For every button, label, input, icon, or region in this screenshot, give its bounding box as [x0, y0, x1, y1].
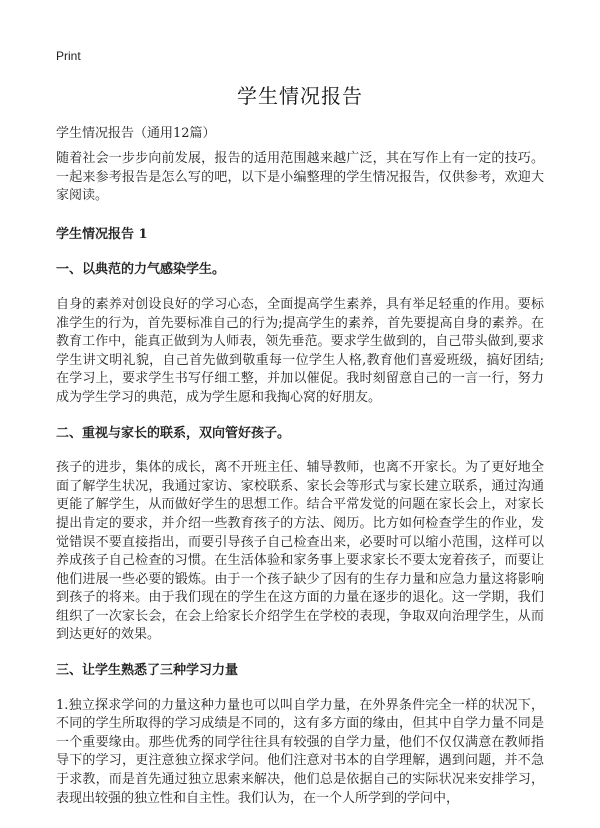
section-body-2: 孩子的进步，集体的成长，离不开班主任、辅导教师，也离不开家长。为了更好地全面了解学生状况，我通过家访、家校联系、家长会等形式与家长建立联系，通过沟通更能了解学生，从而做好学生的思想工作。结合平常发觉的问题在家长会上，对家长提出肯定的要求，并介绍一些教育孩子的方法、阅历。比方如何检查学生的作业，发觉错误不要直接指出，而要引导孩子自己检查出来，必要时可以缩小范围，这样可以养成孩子自己检查的习惯。在生活体验和家务事上要求家长不要太宠着孩子，而要让他们进展一些必要的锻炼。由于一个孩子缺少了因有的生存力量和应急力量这将影响到孩子的将来。由于我们现在的学生在这方面的力量在逐步的退化。这一学期，我们组织了一次家长会，在会上给家长介绍学生在学校的表现，争取双向治理学生，从而到达更好的效果。 [56, 460, 544, 643]
print-label[interactable]: Print [56, 49, 81, 63]
document-title: 学生情况报告 [237, 84, 363, 108]
intro-paragraph: 随着社会一步步向前发展，报告的适用范围越来越广泛，其在写作上有一定的技巧。一起来参考报告是怎么写的吧，以下是小编整理的学生情况报告，仅供参考，欢迎大家阅读。 [56, 151, 544, 204]
document-content [56, 150, 544, 825]
section-heading-2: 二、重视与家长的联系，双向管好孩子。 [56, 425, 291, 441]
section-body-1: 自身的素养对创设良好的学习心态，全面提高学生素养，具有举足轻重的作用。要标准学生的行为，首先要标准自己的行为;提高学生的素养，首先要提高自身的素养。在教育工作中，能真正做到为人师表，领先垂范。要求学生做到的，自己带头做到,要求学生讲文明礼貌，自己首先做到敬重每一位学生人格,教育他们喜爱班级，搞好团结;在学习上，要求学生书写仔细工整，并加以催促。我时刻留意自己的一言一行，努力成为学生学习的典范，成为学生愿和我掏心窝的好朋友。 [56, 296, 544, 405]
section-body-3: 1.独立探求学问的力量这种力量也可以叫自学力量，在外界条件完全一样的状况下，不同的学生所取得的学习成绩是不同的，这有多方面的缘由，但其中自学力量不同是一个重要缘由。那些优秀的同学往往具有较强的自学力量，他们不仅仅满意在教师指导下的学习，更注意独立探求学问。他们注意对书本的自学理解，遇到问题，并不急于求教，而是首先通过独立思索来解决，他们总是依据自己的实际状况来安排学习，表现出较强的独立性和自主性。我们认为，在一个人所学到的学问中， [56, 697, 544, 806]
section-heading-3: 三、让学生熟悉了三种学习力量 [56, 663, 239, 679]
document-subtitle: 学生情况报告（通用12篇） [56, 126, 216, 141]
report-heading: 学生情况报告 1 [56, 226, 148, 242]
section-heading-1: 一、以典范的力气感染学生。 [56, 262, 226, 278]
